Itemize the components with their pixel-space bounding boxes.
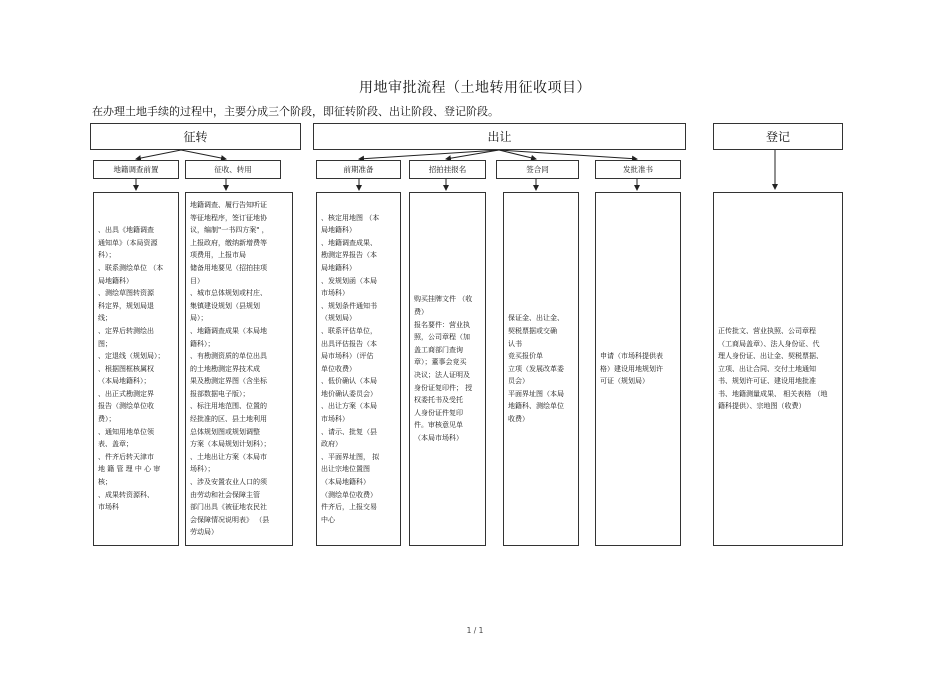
step-box-4: [409, 160, 486, 179]
content-line: 正传批文、营业执照、公司章程: [718, 326, 816, 335]
content-line: 目）: [190, 276, 204, 285]
content-line: 、核定用地图 （本: [321, 213, 380, 222]
content-line: 购买挂牌文件 （收: [414, 295, 473, 304]
step-box-6: [595, 160, 681, 179]
content-line: 中心: [321, 515, 335, 524]
step-label: 发批准书: [623, 165, 653, 174]
page-number: 1 / 1: [466, 626, 484, 635]
content-line: 、标注用地范围、位置的: [190, 402, 267, 411]
content-line: 费）；: [98, 415, 116, 424]
content-line: 件。审核意见单: [414, 421, 463, 430]
content-line: 、根据图框核属权: [98, 364, 154, 373]
step-box-1: [93, 160, 179, 179]
content-line: 总体规划图或规划调整: [190, 427, 260, 436]
content-line: 出具评估报告（本: [321, 339, 377, 348]
content-line: 报告（测绘单位收: [98, 402, 154, 411]
content-line: 籍科提供）、宗地图（收费）: [718, 402, 806, 411]
content-box-7: [713, 192, 843, 546]
content-line: 、地籍调查成果、: [321, 238, 377, 247]
content-line: 等征地程序，签订征地协: [190, 213, 267, 222]
content-box-4: [409, 192, 486, 546]
content-line: 政府）: [321, 440, 342, 449]
phase-churang: [313, 123, 686, 150]
content-line: 议，编制"一书四方案" ，: [190, 226, 269, 235]
phase-dengji: [713, 123, 843, 150]
content-line: 、城市总体规划或村庄、: [190, 289, 267, 298]
content-line: （本局地籍科）: [321, 478, 370, 487]
phase-zhengzhuan: [90, 123, 301, 150]
content-line: 局）；: [190, 314, 208, 323]
content-line: 、土地出让方案（本局市: [190, 452, 267, 461]
content-line: 局市场科）（评估: [321, 352, 374, 361]
arrow-zhengzhuan-step1: [136, 150, 181, 159]
content-line: 、出具《地籍调查: [98, 226, 154, 235]
content-line: 报部数据电子版）；: [190, 389, 250, 398]
content-line: 申请（市场科提供表: [600, 352, 663, 361]
arrow-churang-step3: [359, 150, 499, 159]
content-line: 地籍科、测绘单位: [508, 402, 564, 411]
content-line: 契税票据或交确: [508, 326, 557, 335]
content-line: 出让宗地位置图: [321, 465, 370, 474]
arrow-zhengzhuan-step2: [181, 150, 226, 159]
content-line: 的土地勘测定界技术成: [190, 364, 260, 373]
content-box-3: [316, 192, 401, 546]
content-line: 、测绘草图转资源: [98, 289, 154, 298]
content-line: 地籍调查、履行告知听证: [190, 200, 267, 209]
content-line: 集镇建设规划（县规划: [190, 301, 260, 310]
content-line: 市场科: [98, 503, 119, 512]
content-line: 地 籍 管 理 中 心 审: [98, 465, 161, 474]
content-line: 章）；董事会竞买: [414, 358, 467, 367]
content-line: 场科）；: [190, 465, 215, 474]
content-line: 图；: [98, 339, 112, 348]
step-box-5: [496, 160, 579, 179]
phase-dengji-label: 登记: [765, 130, 790, 144]
content-line: 单位收费）: [321, 364, 356, 373]
content-line: 籍科）；: [190, 339, 215, 348]
content-line: 核；: [98, 478, 112, 487]
content-line: 项费用，上报市局: [190, 251, 246, 260]
step-label: 前期准备: [343, 165, 374, 174]
content-line: 书、地籍测量成果、 相关表格 （地: [718, 389, 828, 398]
content-line: 、请示、批复（县: [321, 427, 377, 436]
content-line: 可证（规划局）: [600, 377, 649, 386]
content-line: （工商局盖章）、法人身份证、代: [718, 339, 820, 348]
content-line: 保证金、出让金、: [508, 314, 564, 323]
content-line: 、低价确认（本局: [321, 377, 377, 386]
step-label: 招拍挂报名: [428, 165, 467, 174]
content-line: 认书: [508, 339, 522, 348]
content-line: 、件齐后转天津市: [98, 452, 154, 461]
content-line: 、联系评估单位，: [321, 326, 377, 335]
content-line: 由劳动和社会保障主管: [190, 490, 260, 499]
content-line: 勘测定界报告（本: [321, 251, 377, 260]
content-line: 科定界，规划局退: [98, 301, 154, 310]
content-line: 收费）: [508, 415, 529, 424]
content-line: 、地籍调查成果（本局地: [190, 326, 267, 335]
content-line: 局地籍科）: [321, 263, 356, 272]
content-line: 、通知用地单位领: [98, 427, 154, 436]
content-line: 经批准的区、县土地利用: [190, 415, 267, 424]
content-line: 、有勘测资质的单位出具: [190, 352, 267, 361]
content-line: 理人身份证、出让金、契税票据、: [718, 352, 823, 361]
content-line: 会保障情况说明表》 （县: [190, 515, 270, 524]
content-line: 竞买报价单: [508, 352, 543, 361]
content-line: （本局市场科）: [414, 433, 463, 442]
content-line: 身份证复印件； 授: [414, 383, 473, 392]
content-line: 照，公司章程（加: [414, 333, 470, 342]
content-line: 市场科）: [321, 289, 349, 298]
content-line: 劳动局）: [190, 528, 218, 537]
content-line: 、出让方案（本局: [321, 402, 377, 411]
arrow-churang-step6: [499, 150, 637, 159]
content-line: （规划局）: [321, 314, 356, 323]
content-line: 方案（本局规划计划科）；: [190, 440, 271, 449]
phase-zhengzhuan-label: 征转: [183, 130, 208, 144]
content-line: 市场科）: [321, 415, 349, 424]
content-line: 书、规划许可证、建设用地批准: [718, 377, 816, 386]
content-line: 科）；: [98, 251, 116, 260]
content-line: 、成果转资源科、: [98, 490, 154, 499]
content-line: 局地籍科）: [321, 226, 356, 235]
content-line: 格）建设用地规划许: [600, 364, 663, 373]
content-line: 通知单》（本局资源: [98, 238, 158, 247]
content-line: 件齐后，上报交易: [321, 503, 377, 512]
content-line: 、定界后转测绘出: [98, 326, 154, 335]
content-line: 决议；法人证明及: [414, 371, 470, 379]
content-line: 立项（发展改革委: [508, 364, 564, 373]
step-box-2: [185, 160, 281, 179]
content-line: 人身份证件复印: [414, 408, 463, 417]
step-box-3: [316, 160, 401, 179]
content-line: 、出正式勘测定界: [98, 389, 154, 398]
content-line: 线；: [98, 314, 112, 323]
content-box-1: [93, 192, 179, 546]
content-line: 权委托书及受托: [414, 396, 463, 405]
content-line: 员会）: [508, 377, 529, 386]
content-box-5: [503, 192, 579, 546]
content-box-6: [595, 192, 681, 546]
content-line: 费）: [414, 308, 428, 317]
content-line: 、发规划函（本局: [321, 276, 377, 285]
page-title: 用地审批流程（土地转用征收项目）: [359, 80, 591, 96]
content-line: 局地籍科）: [98, 276, 133, 285]
content-line: 、定退线（规划局）；: [98, 352, 165, 361]
content-line: 平面界址图（本局: [508, 389, 564, 398]
content-box-2: [185, 192, 293, 546]
phase-churang-label: 出让: [487, 130, 512, 144]
intro-text: 在办理土地手续的过程中，主要分成三个阶段，即征转阶段、出让阶段、登记阶段。: [92, 105, 499, 118]
content-line: 盖工商部门查询: [414, 345, 463, 354]
content-line: （本局地籍科）；: [98, 377, 151, 386]
content-line: 、联系测绘单位 （本: [98, 263, 164, 272]
step-label: 地籍调查前置: [113, 165, 159, 174]
content-line: 、规划条件通知书: [321, 301, 377, 310]
content-line: 、平面界址图， 拟: [321, 452, 380, 461]
content-line: 表、盖章；: [98, 440, 133, 449]
content-line: 地价确认委员会）: [321, 389, 377, 398]
content-line: 果及勘测定界图（含坐标: [190, 377, 267, 386]
step-label: 征收、转用: [214, 165, 252, 174]
step-label: 签合同: [526, 165, 549, 174]
content-line: 立项、出让合同、交付土地通知: [718, 364, 816, 373]
content-line: （测绘单位收费）: [321, 490, 377, 499]
content-line: 、涉及安置农业人口的须: [190, 478, 267, 487]
content-line: 部门出具《被征地农民社: [190, 503, 267, 512]
content-line: 储备用地要见（招拍挂项: [190, 263, 267, 272]
content-line: 报名要件：营业执: [414, 320, 470, 329]
content-line: 上报政府，缴纳新增费等: [190, 238, 267, 247]
